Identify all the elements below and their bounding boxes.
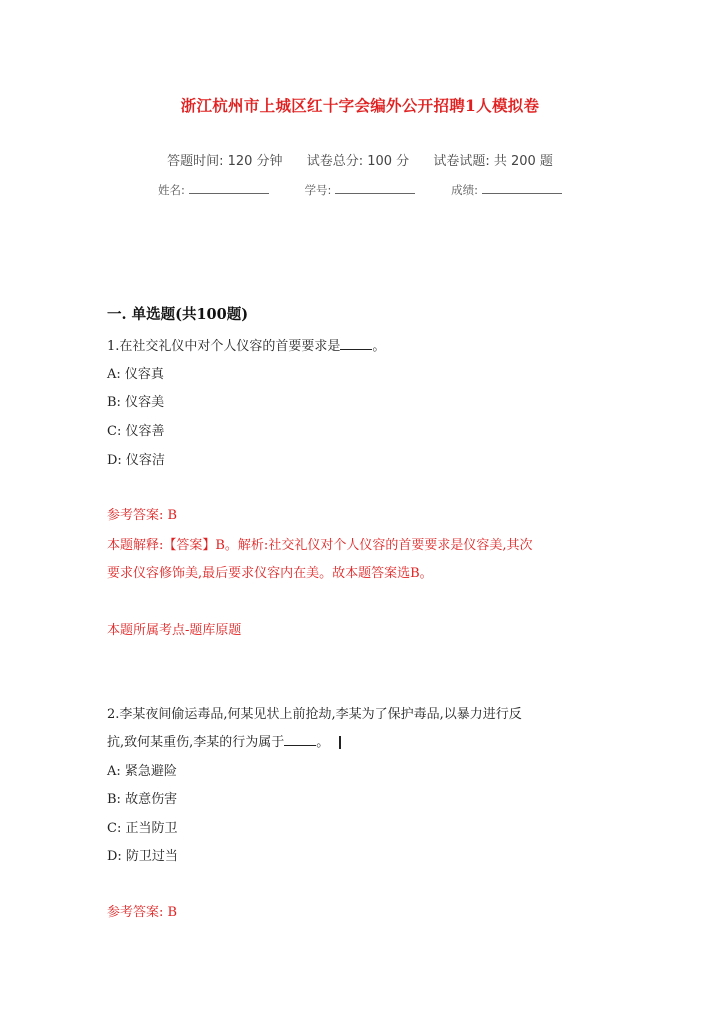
question-1-option-c: C: 仪容善 <box>107 424 165 439</box>
question-1 <box>107 333 617 361</box>
question-1-explanation-line-1: 本题解释:【答案】B。解析:社交礼仪对个人仪容的首要要求是仪容美,其次 <box>107 538 533 553</box>
answer-blank <box>284 732 316 746</box>
page-title: 浙江杭州市上城区红十字会编外公开招聘1人模拟卷 <box>180 96 540 115</box>
exam-question-count: 试卷试题: 共 200 题 <box>433 154 553 169</box>
exam-time: 答题时间: 120 分钟 <box>167 154 283 169</box>
exam-meta <box>0 150 720 169</box>
question-1-stem-text: 1.在社交礼仪中对个人仪容的首要要求是 <box>107 339 341 354</box>
student-id-blank <box>335 183 415 194</box>
text-cursor <box>339 736 341 749</box>
name-label: 姓名: <box>158 183 185 197</box>
question-2-stem-line-2-row <box>107 729 617 757</box>
question-2-stem-line-2: 抗,致何某重伤,李某的行为属于 <box>107 735 285 750</box>
question-1-source: 本题所属考点-题库原题 <box>107 623 242 638</box>
question-1-explanation-line-2: 要求仪容修饰美,最后要求仪容内在美。故本题答案选B。 <box>107 566 433 581</box>
exam-total-score: 试卷总分: 100 分 <box>306 154 410 169</box>
question-1-answer: 参考答案: B <box>107 508 178 523</box>
student-id-label: 学号: <box>304 183 332 197</box>
score-field <box>451 182 562 198</box>
question-1-stem-end: 。 <box>372 339 386 354</box>
score-label: 成绩: <box>451 183 478 197</box>
answer-blank <box>340 336 372 350</box>
question-1-stem <box>107 333 617 361</box>
question-2-option-a: A: 紧急避险 <box>107 764 177 779</box>
question-2-option-c: C: 正当防卫 <box>107 821 178 836</box>
student-id-field <box>305 182 416 198</box>
student-fields <box>0 182 720 198</box>
score-blank <box>482 183 562 194</box>
section-title: 一. 单选题(共100题) <box>107 306 249 323</box>
question-2-option-d: D: 防卫过当 <box>107 849 178 864</box>
question-1-option-b: B: 仪容美 <box>107 395 165 410</box>
question-2-option-b: B: 故意伤害 <box>107 792 178 807</box>
question-2-stem-end: 。 <box>316 735 330 750</box>
name-blank <box>189 183 269 194</box>
question-1-option-d: D: 仪容洁 <box>107 453 165 468</box>
question-1-option-a: A: 仪容真 <box>107 367 164 382</box>
question-2-answer: 参考答案: B <box>107 905 178 920</box>
question-2-stem-line-1: 2.李某夜间偷运毒品,何某见状上前抢劫,李某为了保护毒品,以暴力进行反 <box>107 707 522 722</box>
name-field <box>158 182 269 198</box>
